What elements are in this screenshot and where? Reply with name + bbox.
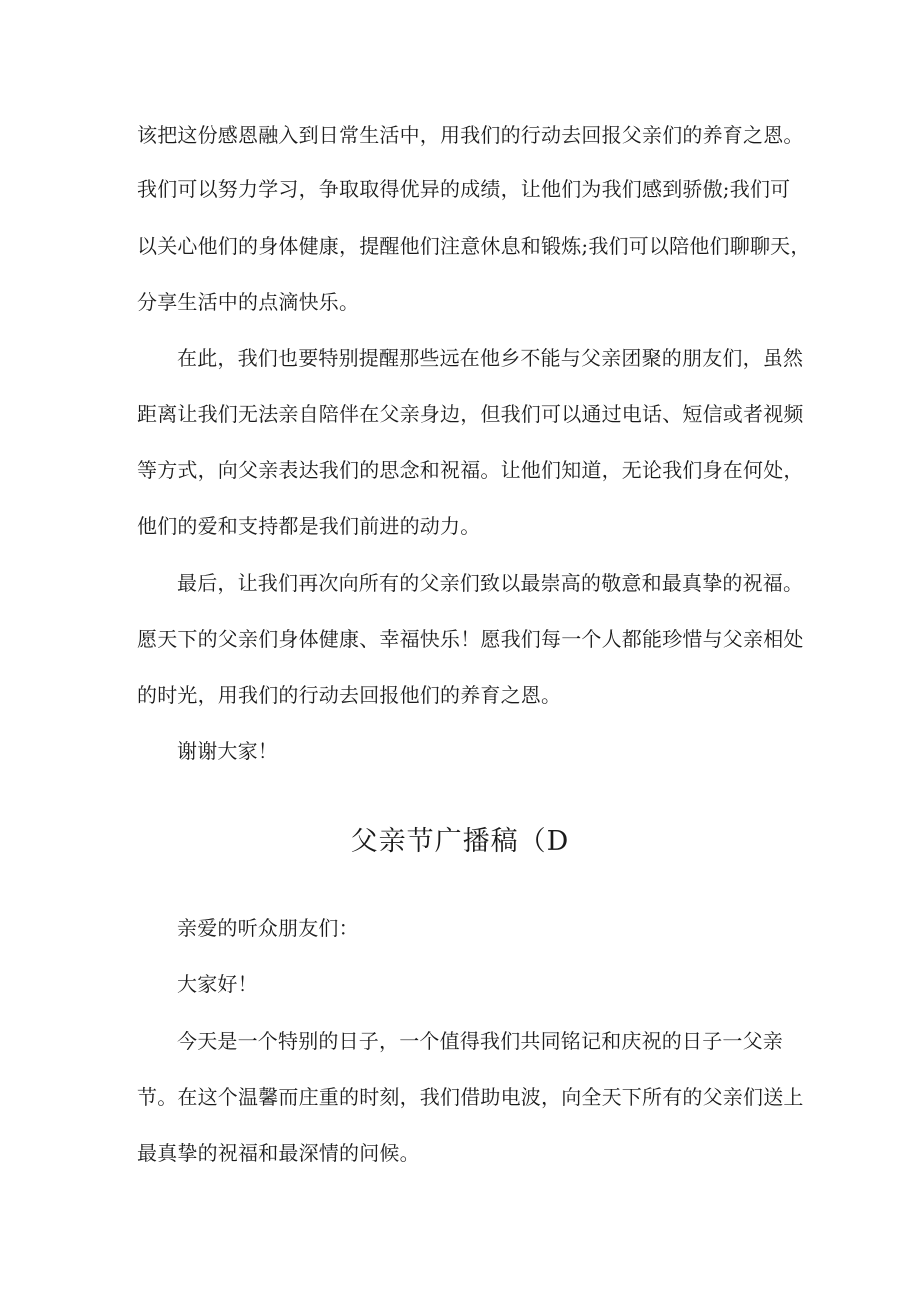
paragraph-line: 最真挚的祝福和最深情的问候。 bbox=[137, 1141, 420, 1165]
paragraph-line: 在此，我们也要特别提醒那些远在他乡不能与父亲团聚的朋友们，虽然 bbox=[177, 346, 804, 370]
paragraph-line: 最后，让我们再次向所有的父亲们致以最崇高的敬意和最真挚的祝福。 bbox=[177, 571, 804, 595]
greeting-line: 大家好！ bbox=[177, 972, 258, 996]
paragraph-line: 以关心他们的身体健康，提醒他们注意休息和锻炼;我们可以陪他们聊聊天， bbox=[137, 234, 811, 258]
paragraph-line: 距离让我们无法亲自陪伴在父亲身边，但我们可以通过电话、短信或者视频 bbox=[137, 402, 804, 426]
greeting-line: 亲爱的听众朋友们： bbox=[177, 916, 359, 940]
paragraph-line: 今天是一个特别的日子，一个值得我们共同铭记和庆祝的日子一父亲 bbox=[177, 1029, 783, 1053]
paragraph-line: 愿天下的父亲们身体健康、幸福快乐！愿我们每一个人都能珍惜与父亲相处 bbox=[137, 627, 804, 651]
section-title: 父亲节广播稿（D bbox=[350, 826, 570, 857]
paragraph-line: 该把这份感恩融入到日常生活中，用我们的行动去回报父亲们的养育之恩。 bbox=[137, 123, 804, 147]
paragraph-line: 的时光，用我们的行动去回报他们的养育之恩。 bbox=[137, 683, 562, 707]
paragraph-line: 节。在这个温馨而庄重的时刻，我们借助电波，向全天下所有的父亲们送上 bbox=[137, 1085, 804, 1109]
paragraph-line: 等方式，向父亲表达我们的思念和祝福。让他们知道，无论我们身在何处， bbox=[137, 458, 804, 482]
closing-thanks: 谢谢大家！ bbox=[177, 739, 278, 763]
paragraph-line: 我们可以努力学习，争取取得优异的成绩，让他们为我们感到骄傲;我们可 bbox=[137, 177, 791, 201]
paragraph-line: 他们的爱和支持都是我们前进的动力。 bbox=[137, 514, 481, 538]
paragraph-line: 分享生活中的点滴快乐。 bbox=[137, 290, 360, 314]
